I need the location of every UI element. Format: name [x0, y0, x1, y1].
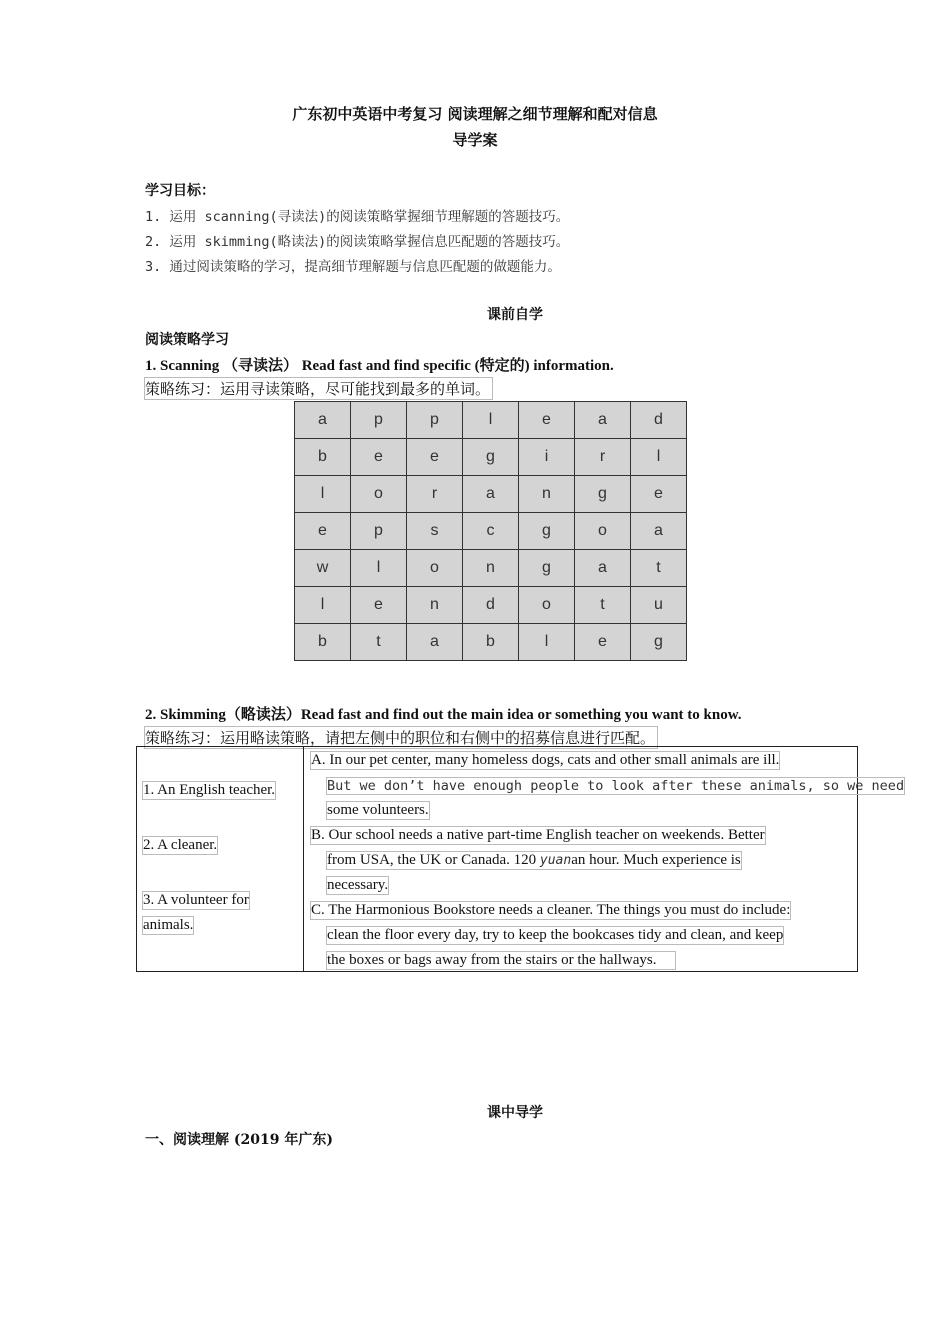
ad-c: clean the floor every day, try to keep the bookcases tidy and clean, and keep: [327, 927, 784, 943]
ad-a: A. In our pet center, many homeless dogs, cats and other small animals are ill.: [311, 752, 780, 768]
ad-b: B. Our school needs a native part-time English teacher on weekends. Better: [311, 827, 765, 843]
letter-grid-row: [295, 402, 687, 439]
letter-cell: n: [519, 476, 575, 513]
letter-cell: e: [631, 476, 687, 513]
letter-cell: g: [631, 624, 687, 661]
skimming-task: 策略练习：运用略读策略，请把左侧中的职位和右侧中的招募信息进行匹配。: [145, 729, 656, 747]
objective-item: 3. 通过阅读策略的学习，提高细节理解题与信息匹配题的做题能力。: [145, 259, 561, 275]
reading-section-title: 一、阅读理解 (2019 年广东): [145, 1132, 333, 1148]
letter-cell: s: [407, 513, 463, 550]
letter-cell: e: [295, 513, 351, 550]
letter-cell: n: [463, 550, 519, 587]
ad-b: necessary.: [327, 877, 389, 893]
section-heading-preclass: 课前自学: [487, 307, 543, 323]
letter-cell: l: [631, 439, 687, 476]
letter-cell: e: [519, 402, 575, 439]
letter-grid: [294, 401, 687, 661]
objectives-heading: 学习目标：: [145, 183, 215, 199]
letter-cell: e: [351, 587, 407, 624]
objective-item: 2. 运用 skimming(略读法)的阅读策略掌握信息匹配题的答题技巧。: [145, 234, 570, 250]
letter-cell: e: [407, 439, 463, 476]
letter-cell: l: [463, 402, 519, 439]
letter-grid-row: [295, 439, 687, 476]
ad-a: But we don’t have enough people to look after these animals, so we need: [327, 778, 905, 794]
letter-cell: a: [631, 513, 687, 550]
skimming-title: 2. Skimming（略读法）Read fast and find out the main idea or something you want to know.: [145, 707, 742, 723]
letter-cell: p: [351, 513, 407, 550]
letter-cell: o: [351, 476, 407, 513]
ad-c: C. The Harmonious Bookstore needs a cleaner. The things you must do include:: [311, 902, 791, 918]
letter-cell: g: [463, 439, 519, 476]
letter-cell: b: [463, 624, 519, 661]
letter-cell: r: [575, 439, 631, 476]
letter-cell: u: [631, 587, 687, 624]
letter-cell: t: [575, 587, 631, 624]
letter-cell: g: [575, 476, 631, 513]
letter-cell: l: [351, 550, 407, 587]
objective-item: 1. 运用 scanning(寻读法)的阅读策略掌握细节理解题的答题技巧。: [145, 209, 570, 225]
letter-cell: t: [351, 624, 407, 661]
letter-cell: d: [463, 587, 519, 624]
letter-cell: t: [631, 550, 687, 587]
letter-cell: a: [575, 402, 631, 439]
letter-cell: c: [463, 513, 519, 550]
letter-cell: l: [519, 624, 575, 661]
section-heading-inclass: 课中导学: [487, 1105, 543, 1121]
letter-cell: d: [631, 402, 687, 439]
letter-grid-row: [295, 587, 687, 624]
letter-cell: a: [407, 624, 463, 661]
strategy-subheading: 阅读策略学习: [145, 332, 229, 348]
letter-cell: i: [519, 439, 575, 476]
letter-cell: a: [295, 402, 351, 439]
letter-cell: b: [295, 439, 351, 476]
document-title: 广东初中英语中考复习 阅读理解之细节理解和配对信息: [292, 105, 658, 123]
letter-cell: g: [519, 550, 575, 587]
letter-cell: o: [575, 513, 631, 550]
ad-b: from USA, the UK or Canada. 120 yuanan hour. Much experience is: [327, 852, 741, 868]
ad-a: some volunteers.: [327, 802, 429, 818]
document-subtitle: 导学案: [452, 131, 498, 149]
letter-cell: a: [463, 476, 519, 513]
letter-cell: l: [295, 587, 351, 624]
column-divider: [303, 747, 304, 971]
letter-cell: g: [519, 513, 575, 550]
letter-cell: o: [407, 550, 463, 587]
letter-cell: l: [295, 476, 351, 513]
letter-grid-row: [295, 476, 687, 513]
letter-cell: r: [407, 476, 463, 513]
scanning-title: 1. Scanning （寻读法） Read fast and find specific (特定的) information.: [145, 358, 614, 374]
scanning-task: 策略练习：运用寻读策略，尽可能找到最多的单词。: [145, 380, 491, 398]
letter-cell: b: [295, 624, 351, 661]
letter-cell: p: [407, 402, 463, 439]
letter-grid-row: [295, 513, 687, 550]
letter-grid-row: [295, 550, 687, 587]
job-item: 1. An English teacher.: [143, 782, 276, 798]
job-item: animals.: [143, 917, 194, 933]
letter-cell: o: [519, 587, 575, 624]
letter-cell: p: [351, 402, 407, 439]
letter-cell: w: [295, 550, 351, 587]
job-item: 3. A volunteer for: [143, 892, 249, 908]
letter-grid-row: [295, 624, 687, 661]
letter-cell: e: [351, 439, 407, 476]
letter-cell: n: [407, 587, 463, 624]
letter-cell: e: [575, 624, 631, 661]
letter-cell: a: [575, 550, 631, 587]
ad-c: the boxes or bags away from the stairs or the hallways.: [327, 952, 675, 969]
job-item: 2. A cleaner.: [143, 837, 218, 853]
